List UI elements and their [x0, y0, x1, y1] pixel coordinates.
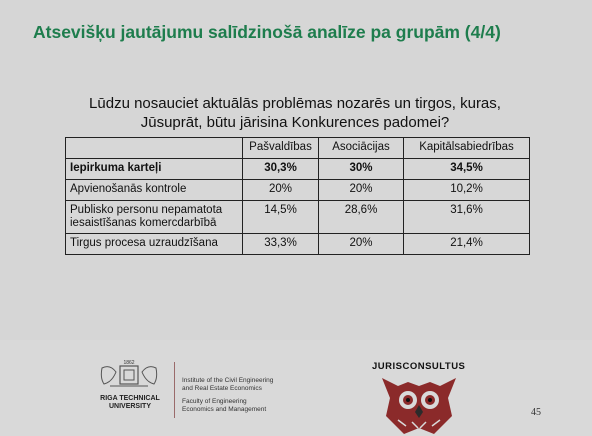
survey-question [60, 94, 530, 132]
table-row [66, 234, 530, 255]
rtu-year: 1862 [123, 360, 135, 366]
header-cell-empty [66, 138, 243, 159]
footer [0, 340, 592, 436]
row-value: 30% [319, 159, 404, 180]
table-row [66, 201, 530, 234]
row-label-line-2: iesaistīšanas komercdarbībā [70, 217, 217, 229]
page-number: 45 [531, 407, 541, 418]
faculty-line-2: Economics and Management [182, 406, 267, 413]
row-value: 14,5% [243, 201, 319, 234]
question-line-2: Jūsuprāt, būtu jārisina Konkurences padomei? [140, 114, 450, 131]
header-cell-pasvaldibas: Pašvaldības [243, 138, 319, 159]
row-value: 33,3% [243, 234, 319, 255]
row-label: Apvienošanās kontrole [66, 180, 243, 201]
row-value: 34,5% [404, 159, 530, 180]
table-row [66, 159, 530, 180]
institute-line-2: and Real Estate Economics [182, 385, 262, 392]
row-label [66, 201, 243, 234]
row-value: 20% [243, 180, 319, 201]
jurisconsultus-wordmark: JURISCONSULTUS [372, 361, 466, 372]
rtu-name [93, 395, 167, 411]
comparison-table [65, 137, 530, 255]
table-header-row [66, 138, 530, 159]
row-value: 10,2% [404, 180, 530, 201]
slide-title: Atsevišķu jautājumu salīdzinošā analīze pa grupām (4/4) [33, 22, 501, 42]
footer-divider [174, 362, 175, 418]
rtu-name-line-1: RIGA TECHNICAL [100, 395, 160, 402]
question-line-1: Lūdzu nosauciet aktuālās problēmas nozarēs un tirgos, kuras, [89, 95, 501, 112]
owl-logo-icon [378, 372, 460, 436]
row-value: 31,6% [404, 201, 530, 234]
row-value: 20% [319, 234, 404, 255]
header-cell-kapitalsabiedribas: Kapitālsabiedrības [404, 138, 530, 159]
row-value: 21,4% [404, 234, 530, 255]
row-label: Iepirkuma karteļi [66, 159, 243, 180]
institute-text [182, 377, 273, 414]
row-value: 30,3% [243, 159, 319, 180]
row-label-line-1: Publisko personu nepamatota [70, 204, 223, 216]
rtu-name-line-2: UNIVERSITY [108, 403, 151, 410]
header-cell-asociacijas: Asociācijas [319, 138, 404, 159]
table-row [66, 180, 530, 201]
institute-line-1: Institute of the Civil Engineering [182, 377, 274, 384]
row-value: 28,6% [319, 201, 404, 234]
row-label: Tirgus procesa uzraudzīšana [66, 234, 243, 255]
faculty-line-1: Faculty of Engineering [182, 398, 247, 405]
row-value: 20% [319, 180, 404, 201]
